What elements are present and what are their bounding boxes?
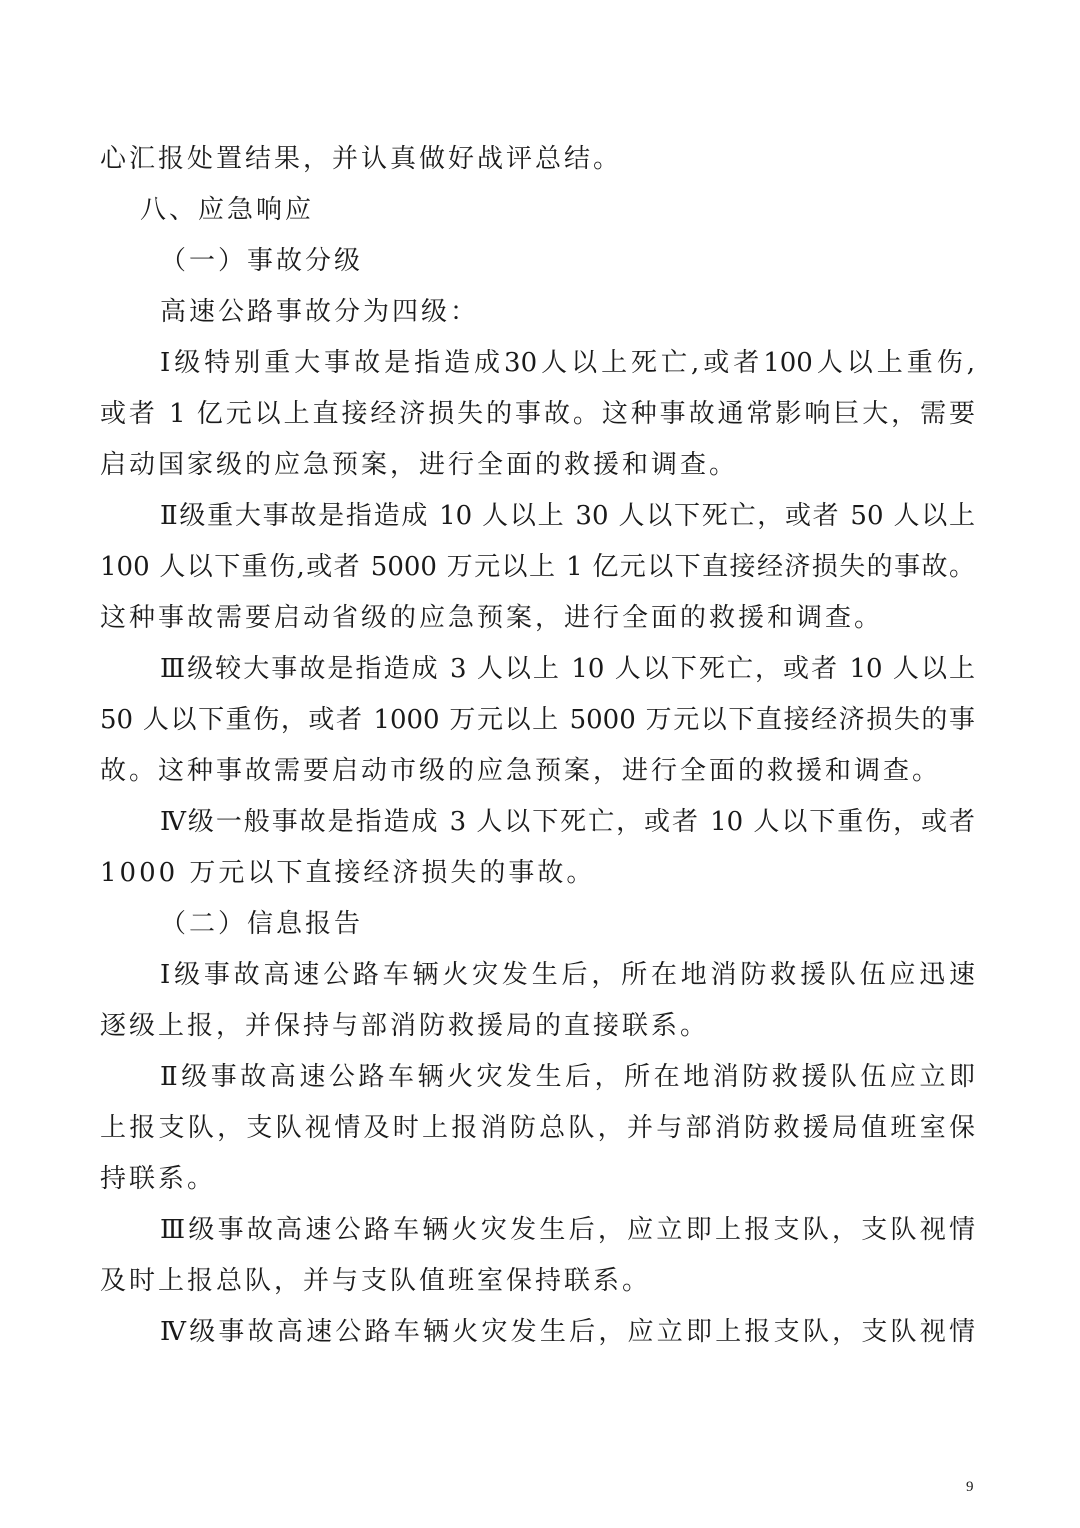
subsection-heading: （二）信息报告 xyxy=(160,909,364,939)
paragraph-line: 100 人以下重伤,或者 5000 万元以上 1 亿元以下直接经济损失的事故。 xyxy=(100,552,975,582)
paragraph-line: 1000 万元以下直接经济损失的事故。 xyxy=(100,858,596,888)
paragraph-line: Ⅰ级特别重大事故是指造成30人以上死亡,或者100人以上重伤, xyxy=(160,348,975,378)
paragraph-line: 故。这种事故需要启动市级的应急预案，进行全面的救援和调查。 xyxy=(100,756,942,786)
paragraph-line: 逐级上报，并保持与部消防救援局的直接联系。 xyxy=(100,1011,710,1041)
paragraph-line: Ⅱ级重大事故是指造成 10 人以上 30 人以下死亡，或者 50 人以上 xyxy=(160,501,975,531)
paragraph-line: Ⅰ级事故高速公路车辆火灾发生后，所在地消防救援队伍应迅速 xyxy=(160,960,975,990)
subsection-heading: （一）事故分级 xyxy=(160,246,364,276)
paragraph-line: Ⅳ级事故高速公路车辆火灾发生后，应立即上报支队，支队视情 xyxy=(160,1317,975,1347)
paragraph-line: 上报支队，支队视情及时上报消防总队，并与部消防救援局值班室保 xyxy=(100,1113,975,1143)
paragraph-line: Ⅲ级事故高速公路车辆火灾发生后，应立即上报支队，支队视情 xyxy=(160,1215,975,1245)
paragraph-line: Ⅱ级事故高速公路车辆火灾发生后，所在地消防救援队伍应立即 xyxy=(160,1062,975,1092)
page-number: 9 xyxy=(966,1479,974,1495)
paragraph-line: 这种事故需要启动省级的应急预案，进行全面的救援和调查。 xyxy=(100,603,884,633)
section-heading: 八、应急响应 xyxy=(140,195,315,225)
paragraph-line: 心汇报处置结果，并认真做好战评总结。 xyxy=(100,144,623,174)
paragraph-line: Ⅲ级较大事故是指造成 3 人以上 10 人以下死亡，或者 10 人以上 xyxy=(160,654,975,684)
paragraph-line: 持联系。 xyxy=(100,1164,217,1194)
paragraph-line: 高速公路事故分为四级： xyxy=(160,297,480,327)
paragraph-line: 50 人以下重伤，或者 1000 万元以上 5000 万元以下直接经济损失的事 xyxy=(100,705,975,735)
paragraph-line: 或者 1 亿元以上直接经济损失的事故。这种事故通常影响巨大，需要 xyxy=(100,399,975,429)
paragraph-line: Ⅳ级一般事故是指造成 3 人以下死亡，或者 10 人以下重伤，或者 xyxy=(160,807,975,837)
paragraph-line: 启动国家级的应急预案，进行全面的救援和调查。 xyxy=(100,450,739,480)
paragraph-line: 及时上报总队，并与支队值班室保持联系。 xyxy=(100,1266,652,1296)
